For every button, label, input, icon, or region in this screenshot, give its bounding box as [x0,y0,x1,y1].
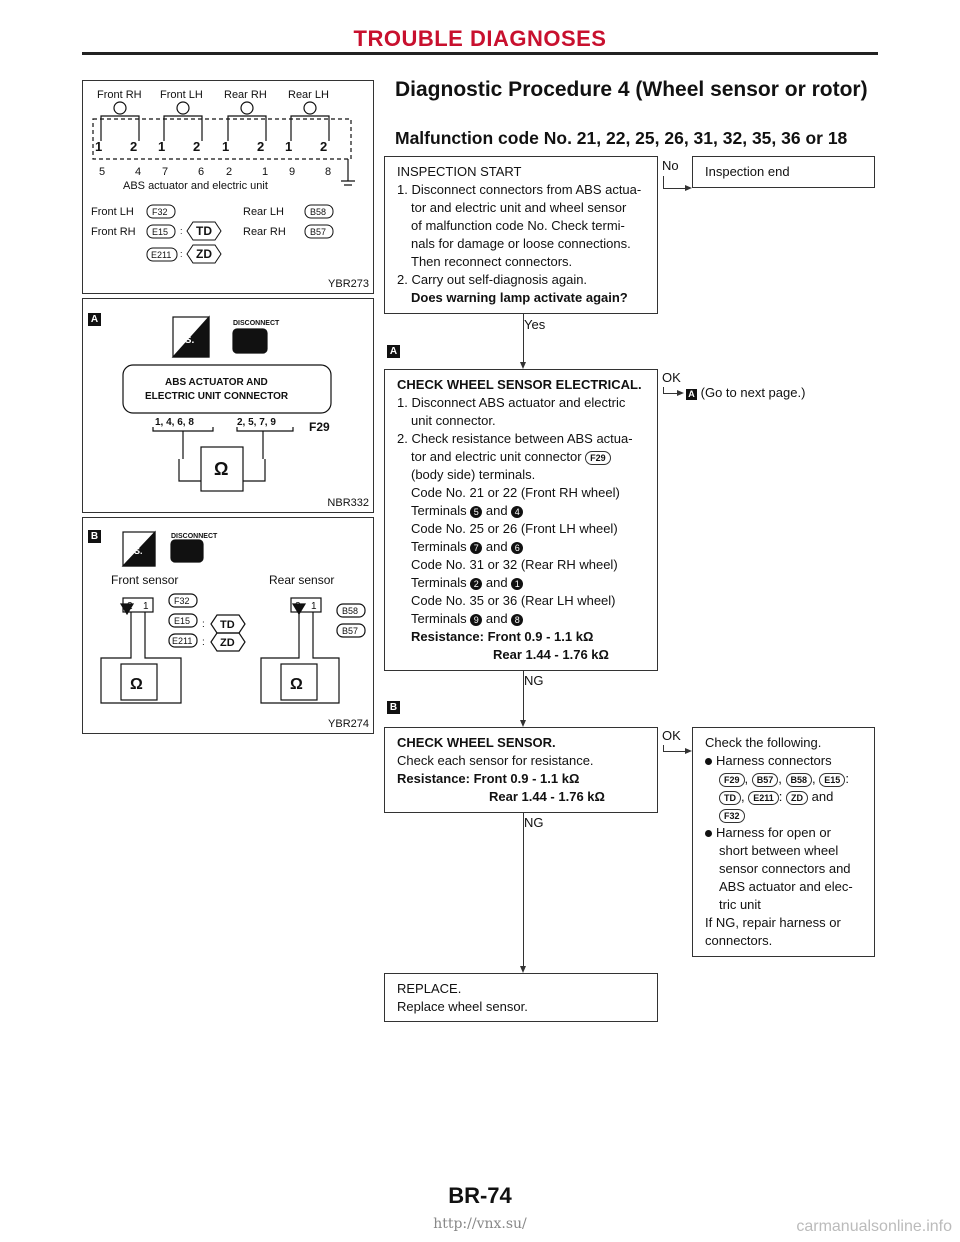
bullet-icon [705,758,712,765]
svg-text:B58: B58 [310,207,327,217]
svg-text:Front LH: Front LH [91,206,134,218]
svg-text:1: 1 [143,601,149,612]
svg-text:2: 2 [320,139,328,154]
svg-text:1: 1 [158,139,166,154]
watermark: carmanualsonline.info [796,1218,952,1235]
svg-text:2: 2 [127,601,133,612]
svg-text:B57: B57 [310,227,327,237]
svg-text:TD: TD [220,619,235,631]
branch-ng-label: NG [524,815,544,830]
inspection-end-box: Inspection end [692,156,875,188]
svg-text:2: 2 [295,601,301,612]
svg-text:E211: E211 [172,636,193,646]
svg-text:ZD: ZD [196,247,212,261]
svg-text:2: 2 [130,139,138,154]
branch-yes-label: Yes [524,317,546,332]
svg-text:1, 4, 6, 8: 1, 4, 6, 8 [155,417,194,428]
svg-text::: : [180,226,183,236]
svg-text:Ω: Ω [214,459,229,479]
connector-f29: F29 [585,451,611,465]
svg-text:DISCONNECT: DISCONNECT [171,533,218,540]
svg-text:6: 6 [198,166,205,178]
step-replace-sensor: REPLACE. Replace wheel sensor. [384,973,658,1022]
svg-text:5: 5 [99,166,106,178]
tag-b-flow: B [387,701,400,714]
svg-text:Rear RH: Rear RH [243,226,286,238]
header-rule [82,52,878,55]
svg-text:2: 2 [257,139,265,154]
svg-text:2, 5, 7, 9: 2, 5, 7, 9 [237,417,276,428]
svg-text::: : [202,637,205,648]
svg-text:1: 1 [311,601,317,612]
connector-resistance-diagram [83,299,373,512]
svg-text:ELECTRIC UNIT CONNECTOR: ELECTRIC UNIT CONNECTOR [145,391,289,402]
procedure-title: Diagnostic Procedure 4 (Wheel sensor or rotor) [395,78,868,101]
step-check-sensor-electrical: CHECK WHEEL SENSOR ELECTRICAL. 1. Disconnect ABS actuator and electric unit connector. 2. Check resistance between ABS actua- tor and electric unit connector F29 (body side) terminals. Code No. 21 or 22 (Front RH wheel) Terminals 5 and 4 Code No. 25 or 26 (Front LH wheel) Terminals 7 and 6 Code No. 31 or 32 (Rear RH wheel) Terminals 2 and 1 Code No. 35 or 36 (Rear LH wheel) Terminals 9 and 8 Resistance: Front 0.9 - 1.1 kΩ Rear 1.44 - 1.76 kΩ [384,369,658,671]
svg-text:Rear sensor: Rear sensor [269,573,335,587]
svg-text:F32: F32 [174,596,190,606]
svg-text:T.S.: T.S. [177,335,195,346]
svg-text:F29: F29 [309,420,330,434]
figure-ybr273 [82,80,374,294]
tag-b: B [88,530,101,543]
goto-next-page[interactable]: A (Go to next page.) [686,385,805,400]
sensor-coil-icon [304,102,316,114]
svg-text:Front sensor: Front sensor [111,573,179,587]
page-number: BR-74 [448,1183,512,1208]
svg-text:8: 8 [325,166,332,178]
svg-text:DISCONNECT: DISCONNECT [233,320,280,327]
section-header: TROUBLE DIAGNOSES [353,26,607,51]
label-front-rh: Front RH [97,89,142,101]
procedure-subtitle: Malfunction code No. 21, 22, 25, 26, 31, 32, 35, 36 or 18 [395,128,848,148]
svg-text:1: 1 [285,139,293,154]
figure-ybr274 [82,517,374,734]
sensor-coil-icon [114,102,126,114]
svg-text:ABS ACTUATOR AND: ABS ACTUATOR AND [165,377,268,388]
svg-text:1: 1 [95,139,103,154]
branch-ok-label: OK [662,728,681,743]
label-front-lh: Front LH [160,89,203,101]
label-rear-lh: Rear LH [288,89,329,101]
svg-text:Ω: Ω [290,676,303,693]
svg-text:4: 4 [135,166,142,178]
unit-label: ABS actuator and electric unit [123,180,268,192]
svg-text::: : [202,619,205,630]
step-inspection-start: INSPECTION START 1. Disconnect connectors from ABS actua- tor and electric unit and wheel sensor of malfunction code No. Check termi- nals for damage or loose connections. Then reconnect connectors. 2. Carry out self-diagnosis again. Does warning lamp activate again? [384,156,658,314]
figure-id: YBR273 [328,278,369,290]
svg-text:B58: B58 [342,606,359,616]
branch-ng-label: NG [524,673,544,688]
svg-text:2: 2 [226,166,233,178]
svg-text:E211: E211 [151,250,172,260]
sensor-resistance-diagram [83,518,373,733]
svg-text:T.S.: T.S. [127,546,143,556]
figure-id: NBR332 [327,497,369,509]
svg-text:E15: E15 [174,616,191,626]
footer-link[interactable]: http://vnx.su/ [433,1216,527,1232]
check-following-box: Check the following. Harness connectors F29 , B57 , B58 , E15 : TD , E211 : ZD and F32 Harness for open or short between wheel sensor connectors and ABS actuator and elec- tric unit If NG, repair harness or connectors. [692,727,875,957]
figure-id: YBR274 [328,718,369,730]
sensor-coil-icon [241,102,253,114]
disconnect-icon [233,329,267,353]
step-check-wheel-sensor: CHECK WHEEL SENSOR. Check each sensor for resistance. Resistance: Front 0.9 - 1.1 kΩ Rear 1.44 - 1.76 kΩ [384,727,658,813]
svg-text:ZD: ZD [220,637,235,649]
svg-text:E15: E15 [152,227,169,237]
svg-text::: : [180,249,183,259]
bullet-icon [705,830,712,837]
svg-text:9: 9 [289,166,296,178]
svg-text:B57: B57 [342,626,359,636]
svg-text:1: 1 [222,139,230,154]
branch-no-label: No [662,158,679,173]
branch-ok-label: OK [662,370,681,385]
svg-text:Ω: Ω [130,676,143,693]
svg-text:Front RH: Front RH [91,226,136,238]
svg-text:2: 2 [193,139,201,154]
sensor-coil-icon [177,102,189,114]
figure-nbr332 [82,298,374,513]
svg-text:TD: TD [196,224,212,238]
label-rear-rh: Rear RH [224,89,267,101]
wheel-sensor-wiring-diagram [83,81,373,293]
svg-text:7: 7 [162,166,169,178]
tag-a-flow: A [387,345,400,358]
svg-text:1: 1 [262,166,269,178]
svg-text:F32: F32 [152,207,168,217]
svg-text:Rear LH: Rear LH [243,206,284,218]
tag-a: A [88,313,101,326]
